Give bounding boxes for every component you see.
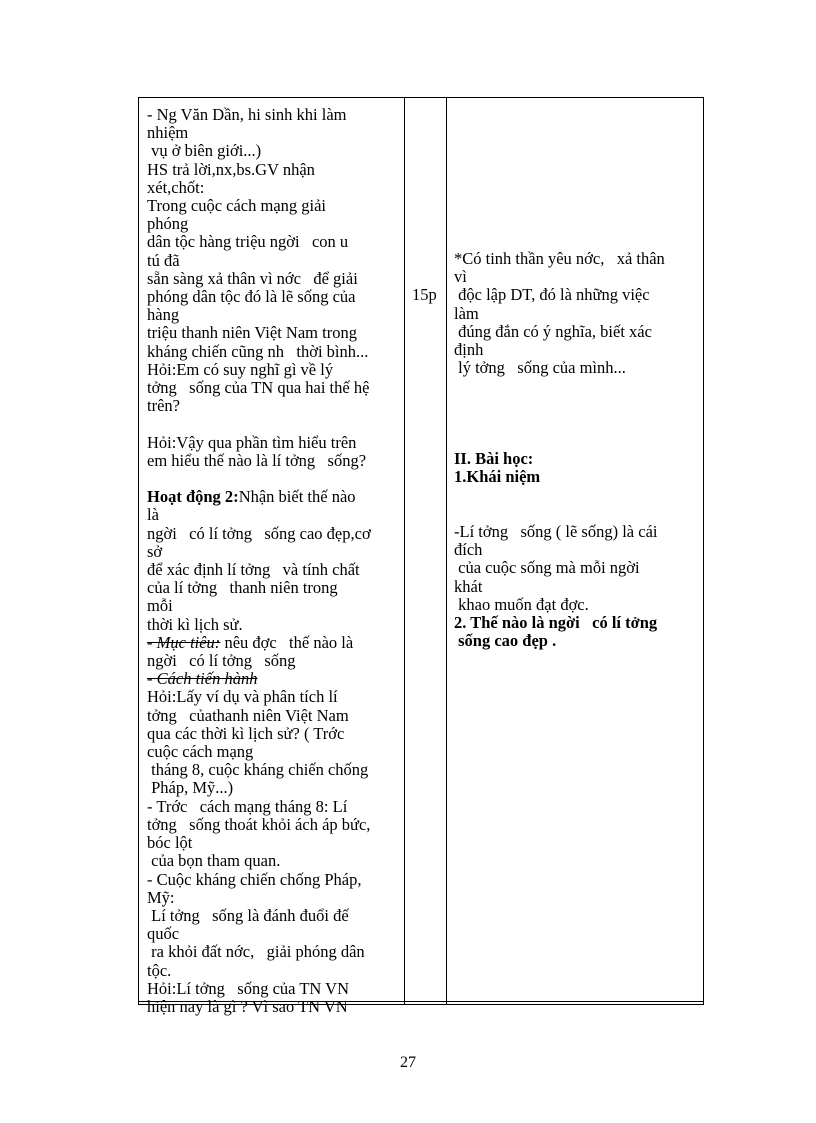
activity-line <box>147 415 403 433</box>
activity-line: hiện nay là gì ? Vì sao TN VN <box>147 996 348 1016</box>
activity-line: tú đã <box>147 250 180 270</box>
activities-column <box>147 106 403 1016</box>
activity-line: Lí tởng sống là đánh đuổi đế <box>147 905 349 925</box>
activity-line: - Ng Văn Dần, hi sinh khi làm <box>147 105 347 124</box>
activity-line: tởng sống thoát khỏi ách áp bức, <box>147 814 371 834</box>
content-line <box>454 487 702 505</box>
activity-line: phóng <box>147 214 189 234</box>
content-line: định <box>454 340 484 360</box>
activity-line: nhiệm <box>147 123 189 143</box>
activity-line: Pháp, Mỹ...) <box>147 778 234 798</box>
content-line: khao muốn đạt đợc. <box>454 594 589 614</box>
content-line: đúng đắn có ý nghĩa, biết xác <box>454 321 652 341</box>
column-divider-2 <box>446 98 447 1004</box>
activity-line: quốc <box>147 924 180 944</box>
content-line <box>454 396 702 414</box>
activity-line: - Cách tiến hành <box>147 669 258 689</box>
content-line: II. Bài học: <box>454 449 534 469</box>
activity-line: kháng chiến cũng nh thời bình... <box>147 341 369 361</box>
activity-line: Hỏi:Em có suy nghĩ gì về lý <box>147 359 334 379</box>
time-column: 15p <box>412 285 437 304</box>
activity-line: ngời có lí tởng sống <box>147 651 296 671</box>
content-line: *Có tinh thần yêu nớc, xả thân <box>454 249 665 268</box>
activity-line: cuộc cách mạng <box>147 742 254 762</box>
activity-line: Hỏi:Lí tởng sống của TN VN <box>147 978 349 998</box>
content-line: 2. Thế nào là ngời có lí tởng <box>454 612 658 632</box>
activity-line: Hỏi:Lấy ví dụ và phân tích lí <box>147 687 338 707</box>
content-line <box>454 414 702 432</box>
activity-line: vụ ở biên giới...) <box>147 141 262 161</box>
activity-line: ngời có lí tởng sống cao đẹp,cơ <box>147 523 371 543</box>
content-line: sống cao đẹp . <box>454 631 557 651</box>
activity-line: của lí tởng thanh niên trong <box>147 578 338 598</box>
activity-line: qua các thời kì lịch sử? ( Trớc <box>147 723 345 743</box>
content-line: 1.Khái niệm <box>454 467 541 487</box>
activity-line: em hiểu thế nào là lí tởng sống? <box>147 450 367 470</box>
activity-line: trên? <box>147 396 180 416</box>
activity-line <box>147 470 403 488</box>
activity-line: là <box>147 505 159 525</box>
activity-line: để xác định lí tởng và tính chất <box>147 560 360 580</box>
activity-line: dân tộc hàng triệu ngời con u <box>147 232 349 252</box>
activity-line: phóng dân tộc đó là lẽ sống của <box>147 287 356 307</box>
content-line <box>454 432 702 450</box>
content-line: khát <box>454 576 483 596</box>
activity-line: Mỹ: <box>147 887 175 907</box>
page-number: 27 <box>400 1054 416 1071</box>
content-line: vì <box>454 267 467 287</box>
content-line <box>454 377 702 395</box>
activity-line: sẵn sàng xả thân vì nớc để giải <box>147 268 358 288</box>
activity-line: tháng 8, cuộc kháng chiến chống <box>147 760 369 780</box>
activity-line: tởng củathanh niên Việt Nam <box>147 705 349 725</box>
lesson-table <box>138 97 704 1016</box>
activity-line: Trong cuộc cách mạng giải <box>147 196 327 216</box>
activity-line: hàng <box>147 305 180 325</box>
activity-line: mỗi <box>147 596 173 616</box>
activity-line: triệu thanh niên Việt Nam trong <box>147 323 357 343</box>
content-column <box>454 250 702 650</box>
activity-line: của bọn tham quan. <box>147 851 281 871</box>
activity-line: tởng sống của TN qua hai thế hệ <box>147 378 370 398</box>
activity-line: sở <box>147 541 163 561</box>
content-line: của cuộc sống mà mỗi ngời <box>454 558 640 578</box>
activity-line: tộc. <box>147 960 172 980</box>
activity-line: xét,chốt: <box>147 177 205 197</box>
content-line <box>454 505 702 523</box>
activity-line: ra khỏi đất nớc, giải phóng dân <box>147 942 365 962</box>
content-line: làm <box>454 303 479 323</box>
content-line: lý tởng sống của mình... <box>454 358 626 378</box>
activity-line: bóc lột <box>147 833 193 853</box>
activity-line: - Mục tiêu: nêu đợc thế nào là <box>147 632 354 652</box>
activity-line: - Trớc cách mạng tháng 8: Lí <box>147 796 348 816</box>
activity-line: Hoạt động 2:Nhận biết thế nào <box>147 487 356 507</box>
activity-line: HS trả lời,nx,bs.GV nhận <box>147 159 315 179</box>
content-line: độc lập DT, đó là những việc <box>454 285 650 305</box>
activity-line: thời kì lịch sử. <box>147 614 243 634</box>
activity-line: - Cuộc kháng chiến chống Pháp, <box>147 869 362 889</box>
content-line: -Lí tởng sống ( lẽ sống) là cái <box>454 521 658 541</box>
content-line: đích <box>454 540 483 560</box>
column-divider-1 <box>404 98 405 1004</box>
activity-line: Hỏi:Vậy qua phần tìm hiểu trên <box>147 432 357 452</box>
